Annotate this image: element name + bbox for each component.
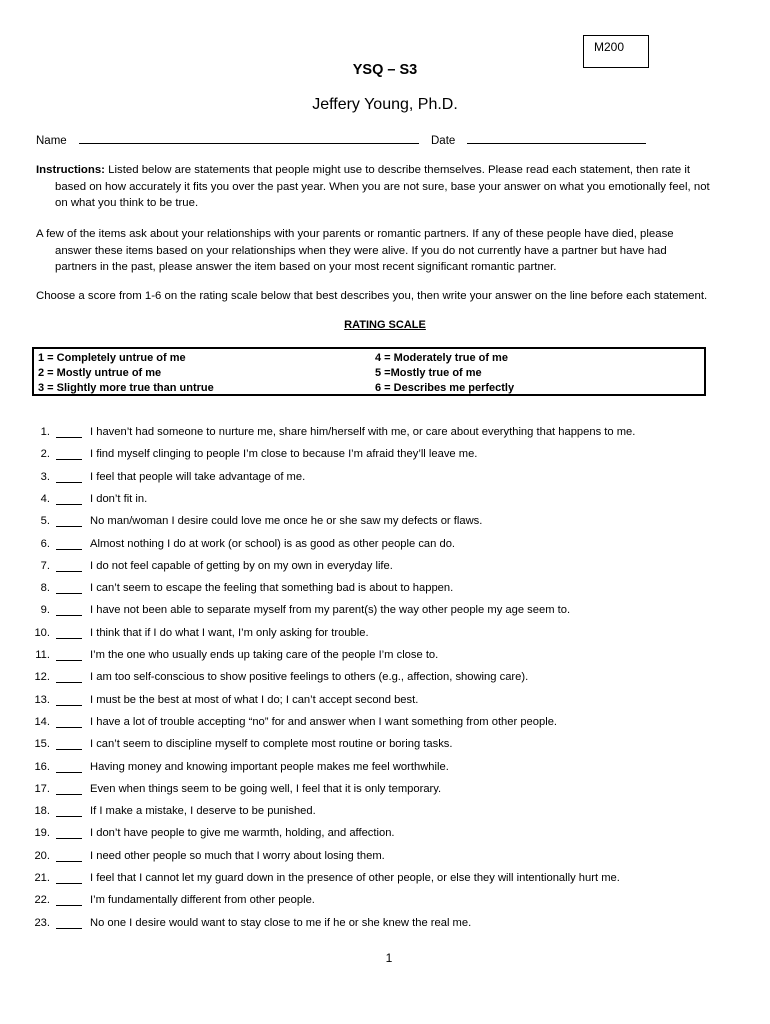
item-number: 20. — [34, 849, 50, 862]
answer-blank[interactable] — [56, 749, 82, 750]
item-number: 18. — [34, 805, 50, 818]
instructions-line-1: Listed below are statements that people might use to describe themselves. Please read each statement, then rate it — [108, 164, 691, 176]
item-statement: No one I desire would want to stay close to me if he or she knew the real me. — [90, 916, 472, 929]
item-statement: I haven’t had someone to nurture me, share him/herself with me, or care about everything that happens to me. — [90, 426, 636, 438]
item-statement: I need other people so much that I worry about losing them. — [90, 849, 385, 862]
rating-scale-right-column — [375, 351, 514, 396]
answer-blank[interactable] — [56, 593, 82, 594]
name-label: Name — [36, 135, 67, 147]
item-number: 15. — [34, 738, 50, 751]
answer-blank[interactable] — [56, 794, 82, 795]
answer-blank[interactable] — [56, 526, 82, 527]
rating-option-6: 6 = Describes me perfectly — [375, 382, 515, 394]
item-number: 11. — [35, 649, 50, 661]
item-number: 19. — [34, 827, 50, 840]
answer-blank[interactable] — [56, 482, 82, 483]
answer-blank[interactable] — [56, 705, 82, 706]
rating-scale-box — [32, 347, 706, 396]
item-statement: I find myself clinging to people I’m close to because I’m afraid they’ll leave me. — [90, 448, 478, 461]
item-number: 13. — [34, 693, 50, 706]
rating-scale-heading: RATING SCALE — [344, 319, 426, 331]
item-number: 22. — [34, 894, 50, 907]
item-number: 8. — [40, 582, 50, 595]
relationships-line-1: A few of the items ask about your relationships with your parents or romantic partners. If any of these people have died, please — [36, 228, 674, 240]
item-statement: I’m fundamentally different from other people. — [90, 894, 315, 907]
item-statement: Almost nothing I do at work (or school) is as good as other people can do. — [90, 537, 456, 550]
item-number: 9. — [40, 604, 50, 617]
instructions-label: Instructions: — [36, 164, 105, 176]
item-statement: Having money and knowing important people makes me feel worthwhile. — [90, 760, 449, 773]
item-statement: I have not been able to separate myself from my parent(s) the way other people my age seem to. — [90, 604, 571, 617]
name-field — [36, 131, 419, 147]
instructions-first-line — [36, 164, 690, 176]
answer-blank[interactable] — [56, 660, 82, 661]
answer-blank[interactable] — [56, 504, 82, 505]
answer-blank[interactable] — [56, 816, 82, 817]
instructions-line-3: on what you think to be true. — [55, 197, 199, 209]
item-number: 1. — [40, 426, 50, 438]
answer-blank[interactable] — [56, 549, 82, 550]
answer-blank[interactable] — [56, 883, 82, 884]
answer-blank[interactable] — [56, 437, 82, 438]
item-statement: I think that if I do what I want, I’m only asking for trouble. — [90, 626, 369, 639]
item-statement: I can’t seem to discipline myself to complete most routine or boring tasks. — [90, 738, 453, 751]
item-statement: I am too self-conscious to show positive feelings to others (e.g., affection, showing care). — [90, 671, 529, 684]
page-title: YSQ – S3 — [352, 62, 418, 78]
item-number: 21. — [34, 872, 50, 884]
answer-blank[interactable] — [56, 638, 82, 639]
item-statement: I’m the one who usually ends up taking care of the people I’m close to. — [90, 649, 439, 661]
date-label: Date — [431, 135, 456, 147]
item-number: 5. — [40, 515, 50, 528]
item-statement: I can’t seem to escape the feeling that something bad is about to happen. — [90, 582, 454, 595]
item-number: 6. — [40, 537, 50, 550]
item-number: 14. — [34, 715, 50, 728]
item-statement: Even when things seem to be going well, I feel that it is only temporary. — [90, 782, 442, 795]
name-input-line[interactable] — [79, 131, 419, 144]
date-input-line[interactable] — [467, 131, 646, 144]
item-number: 7. — [40, 559, 50, 572]
item-number: 17. — [34, 782, 50, 795]
item-statement: If I make a mistake, I deserve to be punished. — [90, 805, 316, 818]
answer-blank[interactable] — [56, 615, 82, 616]
instructions-line-2: based on how accurately it fits you over the past year. When you are not sure, base your answer on what you emotionally feel, not — [55, 180, 710, 193]
rating-option-5: 5 =Mostly true of me — [375, 367, 482, 379]
rating-option-4: 4 = Moderately true of me — [375, 352, 508, 364]
item-number: 4. — [40, 492, 50, 505]
author-line: Jeffery Young, Ph.D. — [312, 96, 458, 113]
item-number: 23. — [34, 916, 50, 929]
answer-blank[interactable] — [56, 838, 82, 839]
answer-blank[interactable] — [56, 682, 82, 683]
item-number: 3. — [40, 470, 50, 483]
item-statement: I must be the best at most of what I do; I can’t accept second best. — [90, 693, 419, 706]
page-number: 1 — [385, 951, 393, 965]
answer-blank[interactable] — [56, 928, 82, 929]
rating-option-2: 2 = Mostly untrue of me — [38, 367, 162, 379]
form-code-box: M200 — [583, 35, 649, 68]
item-number: 12. — [34, 671, 50, 684]
item-number: 2. — [40, 448, 50, 461]
item-statement: I do not feel capable of getting by on my own in everyday life. — [90, 559, 393, 572]
item-statement: I don’t fit in. — [90, 492, 148, 505]
relationships-line-3: partners in the past, please answer the item based on your most recent significant romantic partner. — [55, 261, 557, 273]
instructions-paragraph — [36, 162, 748, 212]
answer-blank[interactable] — [56, 571, 82, 572]
relationships-paragraph — [36, 226, 748, 276]
item-statement: I feel that people will take advantage of me. — [90, 470, 306, 483]
item-statement: No man/woman I desire could love me once he or she saw my defects or flaws. — [90, 515, 483, 528]
answer-blank[interactable] — [56, 905, 82, 906]
rating-scale-left-column — [38, 351, 214, 396]
item-number: 16. — [34, 760, 50, 773]
item-statement: I feel that I cannot let my guard down in the presence of other people, or else they will intentionally hurt me. — [90, 872, 620, 884]
answer-blank[interactable] — [56, 772, 82, 773]
item-statement: I don’t have people to give me warmth, holding, and affection. — [90, 827, 395, 840]
answer-blank[interactable] — [56, 861, 82, 862]
item-number: 10. — [34, 626, 50, 639]
relationships-line-2: answer these items based on your relationships when they were alive. If you do not currently have a partner but have had — [55, 244, 667, 257]
date-field — [431, 131, 646, 147]
score-instruction: Choose a score from 1-6 on the rating scale below that best describes you, then write your answer on the line before each statement. — [36, 290, 708, 302]
answer-blank[interactable] — [56, 459, 82, 460]
item-statement: I have a lot of trouble accepting “no” for and answer when I want something from other people. — [90, 715, 558, 728]
answer-blank[interactable] — [56, 727, 82, 728]
rating-option-3: 3 = Slightly more true than untrue — [38, 382, 214, 394]
rating-option-1: 1 = Completely untrue of me — [38, 352, 186, 364]
